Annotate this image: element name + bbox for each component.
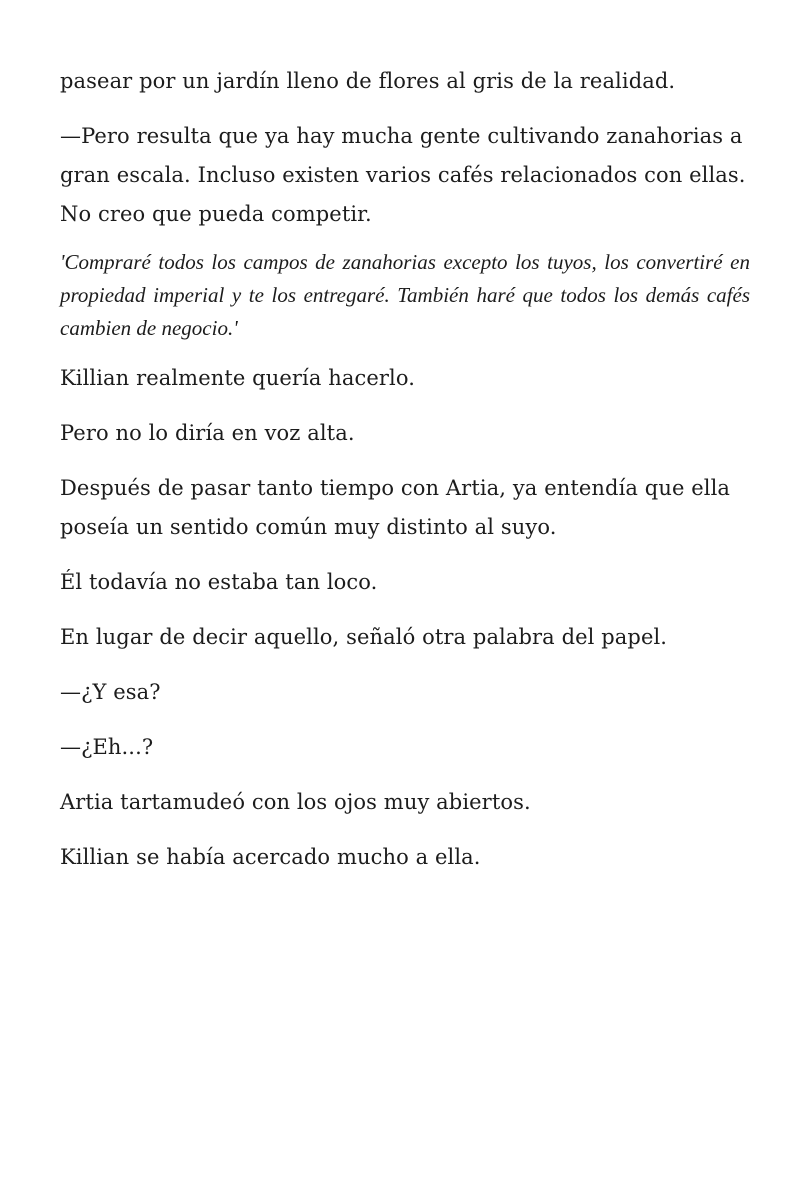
paragraph: Killian se había acercado mucho a ella.	[60, 845, 481, 869]
italic-thought-paragraph: 'Compraré todos los campos de zanahorias excepto los tuyos, los convertiré en propiedad imperial y te los entregaré. También haré que todos los demás cafés cambien de negocio.'	[60, 250, 750, 340]
dialogue-line: —¿Eh...?	[60, 735, 154, 759]
reading-page	[60, 62, 750, 893]
paragraph: Después de pasar tanto tiempo con Artia, ya entendía que ella poseía un sentido común muy distinto al suyo.	[60, 476, 731, 539]
paragraph: Artia tartamudeó con los ojos muy abiertos.	[60, 790, 531, 814]
paragraph: Killian realmente quería hacerlo.	[60, 366, 415, 390]
paragraph: —Pero resulta que ya hay mucha gente cultivando zanahorias a gran escala. Incluso existen varios cafés relacionados con ellas. No creo que pueda competir.	[60, 124, 746, 226]
paragraph: En lugar de decir aquello, señaló otra palabra del papel.	[60, 625, 668, 649]
dialogue-line: —¿Y esa?	[60, 680, 161, 704]
paragraph: Él todavía no estaba tan loco.	[60, 570, 378, 594]
paragraph: pasear por un jardín lleno de flores al gris de la realidad.	[60, 69, 676, 93]
paragraph: Pero no lo diría en voz alta.	[60, 421, 355, 445]
